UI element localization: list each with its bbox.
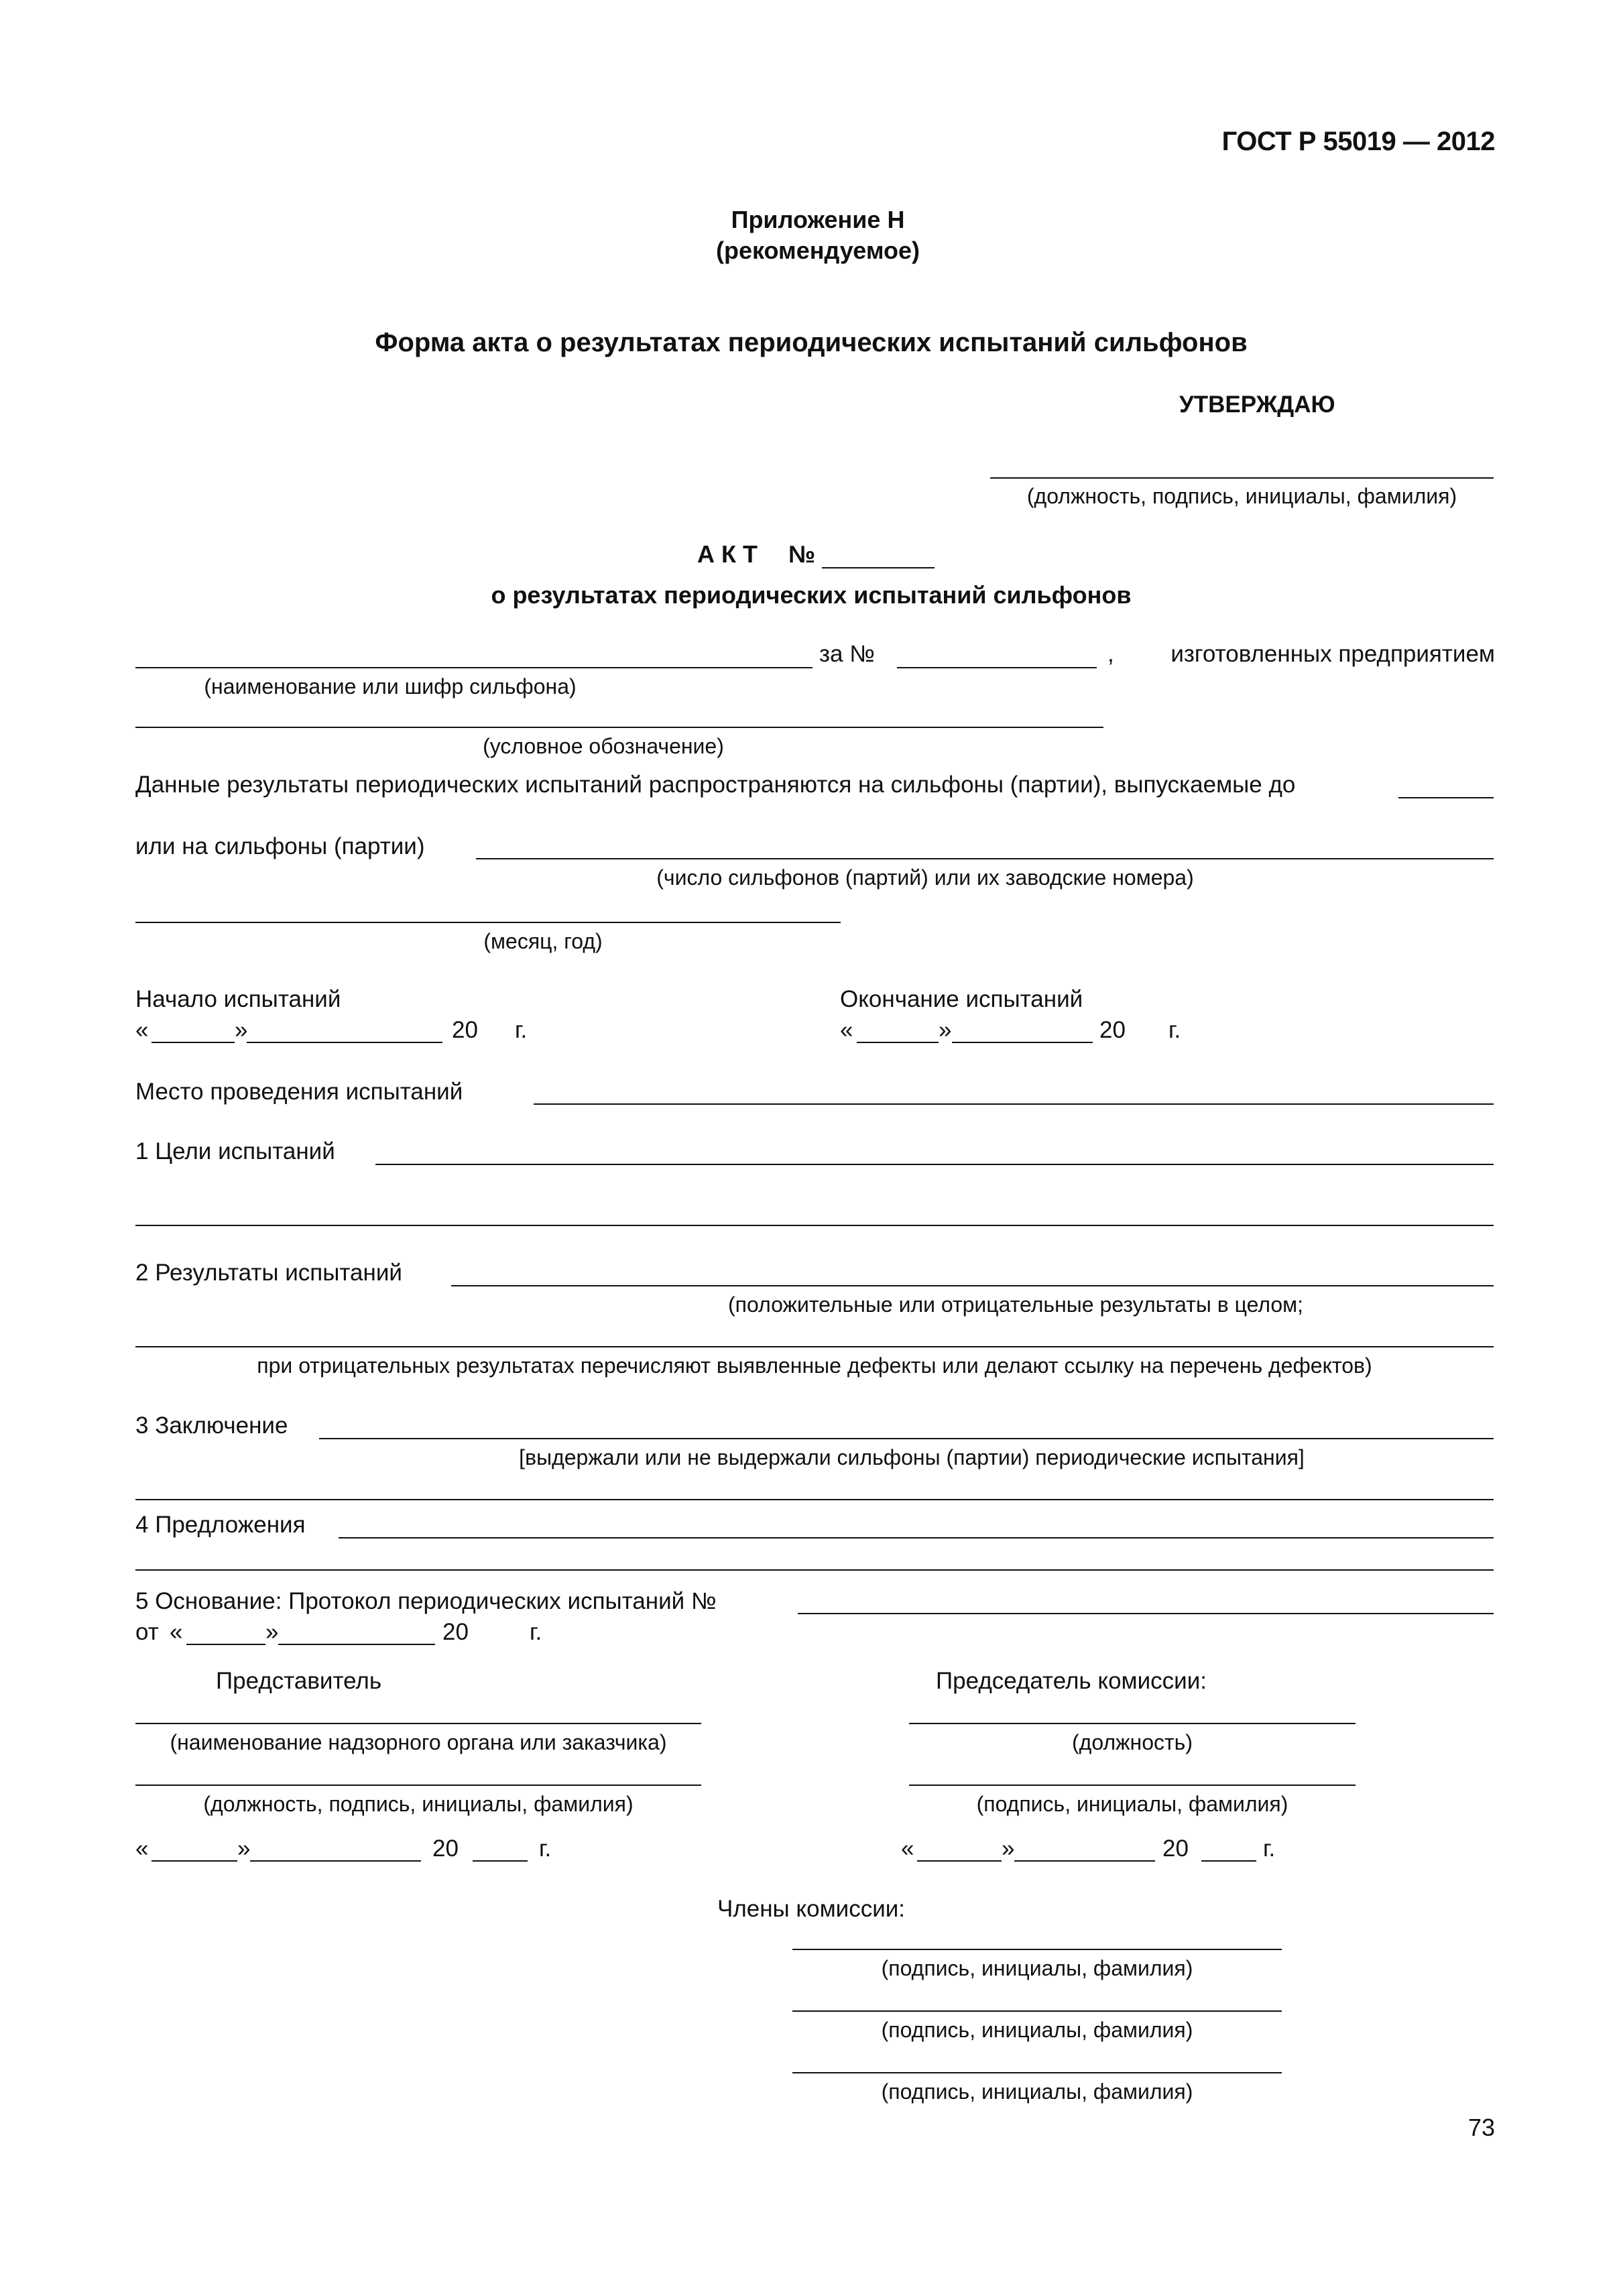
or-bellows-label: или на сильфоны (партии) [135, 833, 425, 859]
end-day-field[interactable] [857, 1042, 939, 1043]
designation-field[interactable] [135, 727, 1103, 728]
basis-from: от [135, 1619, 159, 1645]
proposals-label: 4 Предложения [135, 1512, 306, 1538]
basis-year-suffix: г. [530, 1619, 542, 1645]
start-label: Начало испытаний [135, 986, 341, 1012]
chairman-label: Председатель комиссии: [936, 1668, 1207, 1694]
chair-year-prefix: 20 [1162, 1835, 1189, 1862]
member-1-signature-field[interactable] [792, 1949, 1282, 1950]
month-year-field[interactable] [135, 922, 841, 923]
proposals-field[interactable] [339, 1537, 1494, 1538]
start-open-quote: « [135, 1017, 149, 1043]
members-label: Члены комиссии: [717, 1896, 906, 1922]
act-number-field[interactable] [822, 567, 935, 568]
member-2-caption: (подпись, инициалы, фамилия) [881, 2018, 1193, 2042]
rep-day-field[interactable] [152, 1860, 237, 1862]
start-year-prefix: 20 [452, 1017, 478, 1043]
approve-label: УТВЕРЖДАЮ [1179, 391, 1335, 418]
bellows-name-caption: (наименование или шифр сильфона) [204, 674, 577, 699]
end-year-suffix: г. [1168, 1017, 1181, 1043]
designation-caption: (условное обозначение) [483, 734, 724, 758]
start-month-field[interactable] [247, 1042, 442, 1043]
results-field[interactable] [451, 1285, 1494, 1286]
basis-open-quote: « [170, 1619, 183, 1645]
chair-position-field[interactable] [909, 1723, 1356, 1724]
end-month-field[interactable] [952, 1042, 1093, 1043]
rep-year-suffix: г. [539, 1835, 552, 1862]
act-subtitle: о результатах периодических испытаний сильфонов [491, 581, 1132, 609]
member-2-signature-field[interactable] [792, 2010, 1282, 2012]
scope-text: Данные результаты периодических испытаний распространяются на сильфоны (партии), выпускаемые до [135, 772, 1296, 798]
rep-close-quote: » [237, 1835, 251, 1862]
results-field-2[interactable] [135, 1346, 1494, 1347]
za-number-label: за № [819, 641, 875, 667]
appendix-status: (рекомендуемое) [716, 237, 920, 264]
member-3-caption: (подпись, инициалы, фамилия) [881, 2079, 1193, 2104]
count-caption: (число сильфонов (партий) или их заводские номера) [656, 865, 1194, 890]
start-year-suffix: г. [515, 1017, 528, 1043]
end-close-quote: » [939, 1017, 952, 1043]
act-number-label: № [788, 540, 816, 568]
basis-close-quote: » [265, 1619, 279, 1645]
chair-year-field[interactable] [1201, 1860, 1256, 1862]
chair-open-quote: « [901, 1835, 914, 1862]
basis-label: 5 Основание: Протокол периодических испытаний № [135, 1588, 717, 1614]
page-number: 73 [1467, 2114, 1495, 2141]
approve-signature-line[interactable] [990, 477, 1494, 479]
conclusion-caption: [выдержали или не выдержали сильфоны (партии) периодические испытания] [519, 1445, 1305, 1469]
goals-field-2[interactable] [135, 1225, 1494, 1226]
start-day-field[interactable] [152, 1042, 235, 1043]
place-field[interactable] [534, 1103, 1494, 1105]
org-caption: (наименование надзорного органа или заказчика) [170, 1730, 667, 1754]
place-label: Место проведения испытаний [135, 1079, 463, 1105]
appendix-title: Приложение Н [731, 206, 905, 233]
member-1-caption: (подпись, инициалы, фамилия) [881, 1956, 1193, 1980]
bellows-name-field[interactable] [135, 667, 813, 668]
rep-year-field[interactable] [473, 1860, 528, 1862]
conclusion-field[interactable] [319, 1438, 1494, 1439]
org-field[interactable] [135, 1723, 701, 1724]
manufactured-label: изготовленных предприятием [1170, 641, 1495, 667]
member-3-signature-field[interactable] [792, 2072, 1282, 2073]
bellows-count-field[interactable] [476, 858, 1494, 859]
goals-field[interactable] [375, 1164, 1494, 1165]
goals-label: 1 Цели испытаний [135, 1138, 335, 1164]
chair-day-field[interactable] [917, 1860, 1002, 1862]
start-close-quote: » [235, 1017, 248, 1043]
results-caption-1: (положительные или отрицательные результаты в целом; [728, 1292, 1304, 1317]
until-field[interactable] [1398, 797, 1494, 798]
rep-sign-caption: (должность, подпись, инициалы, фамилия) [203, 1792, 634, 1816]
representative-label: Представитель [216, 1668, 382, 1694]
conclusion-field-2[interactable] [135, 1499, 1494, 1500]
basis-day-field[interactable] [186, 1644, 265, 1645]
basis-year-prefix: 20 [442, 1619, 469, 1645]
position-caption: (должность) [1072, 1730, 1193, 1754]
end-open-quote: « [840, 1017, 853, 1043]
chair-signature-field[interactable] [909, 1785, 1356, 1786]
conclusion-label: 3 Заключение [135, 1412, 288, 1439]
rep-signature-field[interactable] [135, 1785, 701, 1786]
rep-open-quote: « [135, 1835, 149, 1862]
chair-close-quote: » [1002, 1835, 1015, 1862]
chair-month-field[interactable] [1014, 1860, 1155, 1862]
end-year-prefix: 20 [1099, 1017, 1126, 1043]
basis-month-field[interactable] [278, 1644, 435, 1645]
protocol-number-field[interactable] [798, 1613, 1494, 1614]
form-title: Форма акта о результатах периодических испытаний сильфонов [375, 328, 1248, 357]
month-caption: (месяц, год) [483, 929, 603, 953]
proposals-field-2[interactable] [135, 1569, 1494, 1571]
end-label: Окончание испытаний [840, 986, 1083, 1012]
bellows-number-field[interactable] [897, 667, 1097, 668]
results-label: 2 Результаты испытаний [135, 1260, 402, 1286]
rep-year-prefix: 20 [432, 1835, 459, 1862]
act-title: А К Т [697, 540, 758, 568]
approve-caption: (должность, подпись, инициалы, фамилия) [1026, 484, 1457, 508]
results-caption-2: при отрицательных результатах перечисляют выявленные дефекты или делают ссылку на перечень дефектов) [257, 1353, 1372, 1378]
comma: , [1107, 641, 1114, 667]
rep-month-field[interactable] [250, 1860, 421, 1862]
standard-number: ГОСТ Р 55019 — 2012 [1221, 127, 1495, 156]
chair-year-suffix: г. [1263, 1835, 1276, 1862]
chair-sign-caption: (подпись, инициалы, фамилия) [976, 1792, 1288, 1816]
